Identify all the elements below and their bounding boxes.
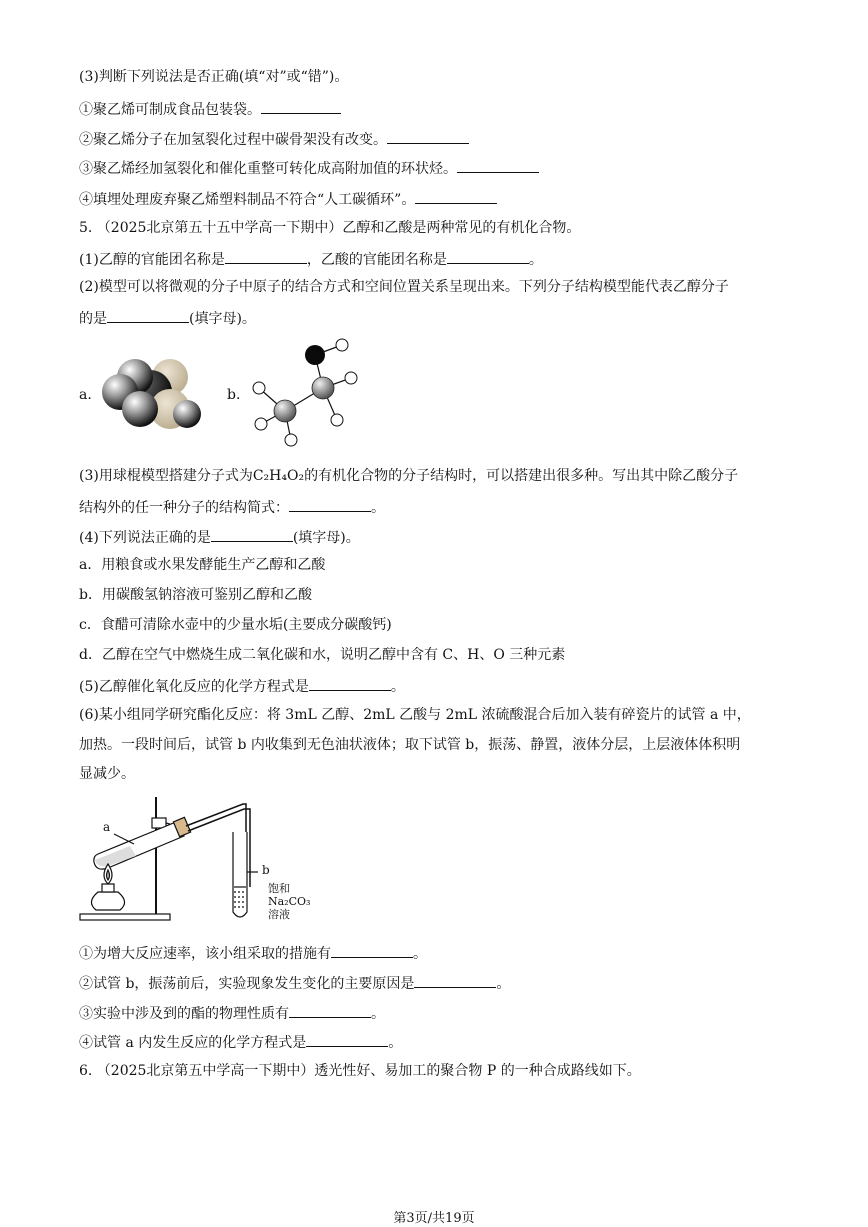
question-5-stem: 5. （2025北京第五十五中学高一下期中）乙醇和乙酸是两种常见的有机化合物。 xyxy=(79,220,581,236)
option-a: a．用粮食或水果发酵能生产乙醇和乙酸 xyxy=(79,557,326,573)
q3-heading: (3)判断下列说法是否正确(填“对”或“错”)。 xyxy=(79,69,349,85)
q5-part-3: (3)用球棍模型搭建分子式为C₂H₄O₂的有机化合物的分子结构时，可以搭建出很多种。写出其中除乙酸分子 xyxy=(79,468,739,484)
q6-item-2: ②试管 b，振荡前后，实验现象发生变化的主要原因是 。 xyxy=(79,973,510,993)
q5-part-5: (5)乙醇催化氧化反应的化学方程式是 。 xyxy=(79,676,405,696)
page-footer: 第3页/共19页 xyxy=(393,1211,475,1226)
answer-blank[interactable] xyxy=(289,497,371,512)
answer-blank[interactable] xyxy=(414,973,496,988)
tube-a-label: a xyxy=(103,820,111,834)
tube-b-label: b xyxy=(262,863,270,877)
answer-blank[interactable] xyxy=(309,676,391,691)
answer-blank[interactable] xyxy=(306,1032,388,1047)
question-6-stem: 6. （2025北京第五中学高一下期中）透光性好、易加工的聚合物 P 的一种合成路线如下。 xyxy=(79,1063,641,1079)
answer-blank[interactable] xyxy=(447,249,529,264)
q5-part-6-cont2: 显减少。 xyxy=(79,766,135,782)
option-c: c．食醋可清除水壶中的少量水垢(主要成分碳酸钙) xyxy=(79,617,392,633)
model-a-label: a. xyxy=(79,387,92,403)
answer-blank[interactable] xyxy=(107,308,189,323)
answer-blank[interactable] xyxy=(331,943,413,958)
q5-part-6-cont: 加热。一段时间后，试管 b 内收集到无色油状液体；取下试管 b，振荡、静置，液体分层，上层液体体积明 xyxy=(79,737,741,753)
q6-item-3: ③实验中涉及到的酯的物理性质有 。 xyxy=(79,1003,385,1023)
q5-part-6: (6)某小组同学研究酯化反应：将 3mL 乙醇、2mL 乙酸与 2mL 浓硫酸混合后加入装有碎瓷片的试管 a 中， xyxy=(79,707,751,723)
q5-part-2: (2)模型可以将微观的分子中原子的结合方式和空间位置关系呈现出来。下列分子结构模型能代表乙醇分子 xyxy=(79,279,729,295)
q3-item-4: ④填埋处理废弃聚乙烯塑料制品不符合“人工碳循环”。 xyxy=(79,189,497,209)
molecular-formula: C₂H₄O₂ xyxy=(252,468,305,484)
q3-item-1: ①聚乙烯可制成食品包装袋。 xyxy=(79,99,341,119)
q3-item-3: ③聚乙烯经加氢裂化和催化重整可转化成高附加值的环状烃。 xyxy=(79,158,539,178)
ball-and-stick-model-figure xyxy=(245,335,370,450)
q3-item-2: ②聚乙烯分子在加氢裂化过程中碳骨架没有改变。 xyxy=(79,129,469,149)
answer-blank[interactable] xyxy=(261,99,341,114)
answer-blank[interactable] xyxy=(289,1003,371,1018)
q6-item-1: ①为增大反应速率，该小组采取的措施有 。 xyxy=(79,943,427,963)
q6-item-4: ④试管 a 内发生反应的化学方程式是 。 xyxy=(79,1032,402,1052)
answer-blank[interactable] xyxy=(415,189,497,204)
answer-blank[interactable] xyxy=(225,249,307,264)
solution-label: 饱和 Na₂CO₃ 溶液 xyxy=(268,882,311,921)
q5-part-3-cont: 结构外的任一种分子的结构简式： 。 xyxy=(79,497,385,517)
q5-part-4: (4)下列说法正确的是 (填字母)。 xyxy=(79,527,360,547)
option-d: d．乙醇在空气中燃烧生成二氧化碳和水，说明乙醇中含有 C、H、O 三种元素 xyxy=(79,647,566,663)
answer-blank[interactable] xyxy=(211,527,293,542)
answer-blank[interactable] xyxy=(457,158,539,173)
model-b-label: b. xyxy=(227,387,241,403)
q5-part-1: (1)乙醇的官能团名称是 ，乙酸的官能团名称是 。 xyxy=(79,249,543,269)
q5-part-2-cont: 的是 (填字母)。 xyxy=(79,308,256,328)
option-b: b．用碳酸氢钠溶液可鉴别乙醇和乙酸 xyxy=(79,587,312,603)
space-filling-model-figure xyxy=(95,347,215,437)
answer-blank[interactable] xyxy=(387,129,469,144)
